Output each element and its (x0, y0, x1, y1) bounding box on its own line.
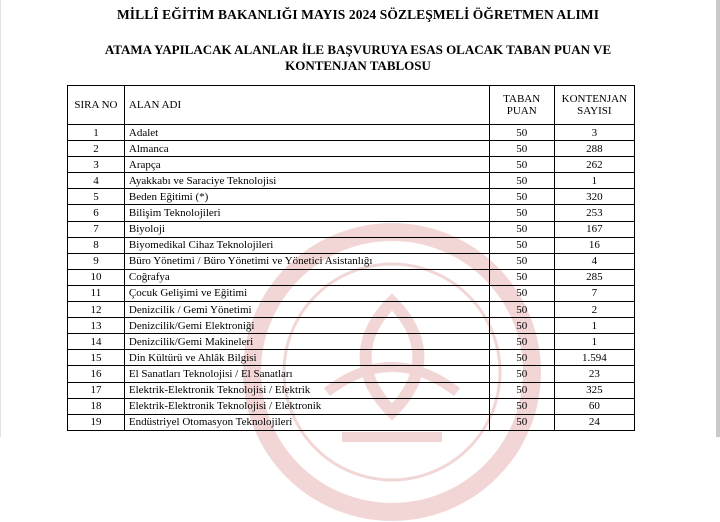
row-number-cell: 7 (68, 221, 125, 237)
field-name-cell: Çocuk Gelişimi ve Eğitimi (124, 285, 489, 301)
quota-count-cell: 3 (554, 125, 634, 141)
base-score-cell: 50 (489, 125, 554, 141)
table-row (68, 382, 635, 398)
field-name-cell: Denizcilik/Gemi Elektroniği (124, 318, 489, 334)
table-row (68, 269, 635, 285)
column-header-kontenjan-line-1: KONTENJAN (561, 93, 628, 105)
field-name-cell: Endüstriyel Otomasyon Teknolojileri (124, 414, 489, 430)
table-row (68, 157, 635, 173)
row-number-cell: 12 (68, 302, 125, 318)
quota-count-cell: 253 (554, 205, 634, 221)
quota-table (67, 85, 635, 431)
row-number-cell: 4 (68, 173, 125, 189)
base-score-cell: 50 (489, 269, 554, 285)
quota-count-cell: 1 (554, 334, 634, 350)
subtitle-line-2: KONTENJAN TABLOSU (285, 58, 431, 73)
base-score-cell: 50 (489, 302, 554, 318)
field-name-cell: Büro Yönetimi / Büro Yönetimi ve Yönetici Asistanlığı (124, 253, 489, 269)
column-header-taban-puan (489, 86, 554, 125)
field-name-cell: Denizcilik/Gemi Makineleri (124, 334, 489, 350)
table-row (68, 366, 635, 382)
field-name-cell: Biyoloji (124, 221, 489, 237)
quota-count-cell: 23 (554, 366, 634, 382)
table-row (68, 237, 635, 253)
table-row (68, 398, 635, 414)
page-right-edge (716, 0, 720, 437)
table-row (68, 141, 635, 157)
base-score-cell: 50 (489, 366, 554, 382)
table-header-row (68, 86, 635, 125)
row-number-cell: 16 (68, 366, 125, 382)
quota-count-cell: 1.594 (554, 350, 634, 366)
base-score-cell: 50 (489, 141, 554, 157)
field-name-cell: Denizcilik / Gemi Yönetimi (124, 302, 489, 318)
column-header-kontenjan-sayisi (554, 86, 634, 125)
row-number-cell: 13 (68, 318, 125, 334)
row-number-cell: 6 (68, 205, 125, 221)
document-title: MİLLÎ EĞİTİM BAKANLIĞI MAYIS 2024 SÖZLEŞMELİ ÖĞRETMEN ALIMI (116, 7, 600, 22)
row-number-cell: 15 (68, 350, 125, 366)
base-score-cell: 50 (489, 189, 554, 205)
row-number-cell: 3 (68, 157, 125, 173)
row-number-cell: 18 (68, 398, 125, 414)
row-number-cell: 14 (68, 334, 125, 350)
table-row (68, 302, 635, 318)
column-header-sira-no: SIRA NO (68, 86, 125, 125)
table-row (68, 221, 635, 237)
quota-count-cell: 325 (554, 382, 634, 398)
quota-count-cell: 285 (554, 269, 634, 285)
base-score-cell: 50 (489, 237, 554, 253)
row-number-cell: 19 (68, 414, 125, 430)
field-name-cell: Din Kültürü ve Ahlâk Bilgisi (124, 350, 489, 366)
field-name-cell: El Sanatları Teknolojisi / El Sanatları (124, 366, 489, 382)
base-score-cell: 50 (489, 350, 554, 366)
table-row (68, 173, 635, 189)
base-score-cell: 50 (489, 334, 554, 350)
field-name-cell: Beden Eğitimi (*) (124, 189, 489, 205)
field-name-cell: Elektrik-Elektronik Teknolojisi / Elektrik (124, 382, 489, 398)
table-row (68, 318, 635, 334)
table-row (68, 189, 635, 205)
quota-count-cell: 320 (554, 189, 634, 205)
row-number-cell: 8 (68, 237, 125, 253)
quota-count-cell: 2 (554, 302, 634, 318)
column-header-kontenjan-line-2: SAYISI (577, 105, 612, 117)
base-score-cell: 50 (489, 414, 554, 430)
quota-count-cell: 60 (554, 398, 634, 414)
base-score-cell: 50 (489, 398, 554, 414)
field-name-cell: Coğrafya (124, 269, 489, 285)
row-number-cell: 11 (68, 285, 125, 301)
quota-count-cell: 262 (554, 157, 634, 173)
base-score-cell: 50 (489, 253, 554, 269)
quota-count-cell: 167 (554, 221, 634, 237)
base-score-cell: 50 (489, 382, 554, 398)
table-row (68, 285, 635, 301)
base-score-cell: 50 (489, 221, 554, 237)
column-header-alan-adi: ALAN ADI (124, 86, 489, 125)
table-row (68, 350, 635, 366)
field-name-cell: Adalet (124, 125, 489, 141)
row-number-cell: 1 (68, 125, 125, 141)
quota-count-cell: 7 (554, 285, 634, 301)
row-number-cell: 9 (68, 253, 125, 269)
quota-count-cell: 16 (554, 237, 634, 253)
quota-count-cell: 24 (554, 414, 634, 430)
table-row (68, 253, 635, 269)
field-name-cell: Ayakkabı ve Saraciye Teknolojisi (124, 173, 489, 189)
table-row (68, 414, 635, 430)
row-number-cell: 17 (68, 382, 125, 398)
row-number-cell: 10 (68, 269, 125, 285)
base-score-cell: 50 (489, 157, 554, 173)
quota-count-cell: 288 (554, 141, 634, 157)
document-subtitle (0, 42, 716, 74)
row-number-cell: 2 (68, 141, 125, 157)
base-score-cell: 50 (489, 173, 554, 189)
field-name-cell: Almanca (124, 141, 489, 157)
table-row (68, 334, 635, 350)
table-row (68, 205, 635, 221)
base-score-cell: 50 (489, 318, 554, 334)
table-row (68, 125, 635, 141)
base-score-cell: 50 (489, 285, 554, 301)
row-number-cell: 5 (68, 189, 125, 205)
column-header-taban-line-1: TABAN (503, 93, 541, 105)
subtitle-line-1: ATAMA YAPILACAK ALANLAR İLE BAŞVURUYA ESAS OLACAK TABAN PUAN VE (104, 42, 612, 57)
quota-count-cell: 4 (554, 253, 634, 269)
field-name-cell: Bilişim Teknolojileri (124, 205, 489, 221)
field-name-cell: Elektrik-Elektronik Teknolojisi / Elektronik (124, 398, 489, 414)
quota-count-cell: 1 (554, 173, 634, 189)
field-name-cell: Arapça (124, 157, 489, 173)
table-body (68, 125, 635, 431)
column-header-taban-line-2: PUAN (506, 105, 537, 117)
quota-count-cell: 1 (554, 318, 634, 334)
base-score-cell: 50 (489, 205, 554, 221)
field-name-cell: Biyomedikal Cihaz Teknolojileri (124, 237, 489, 253)
